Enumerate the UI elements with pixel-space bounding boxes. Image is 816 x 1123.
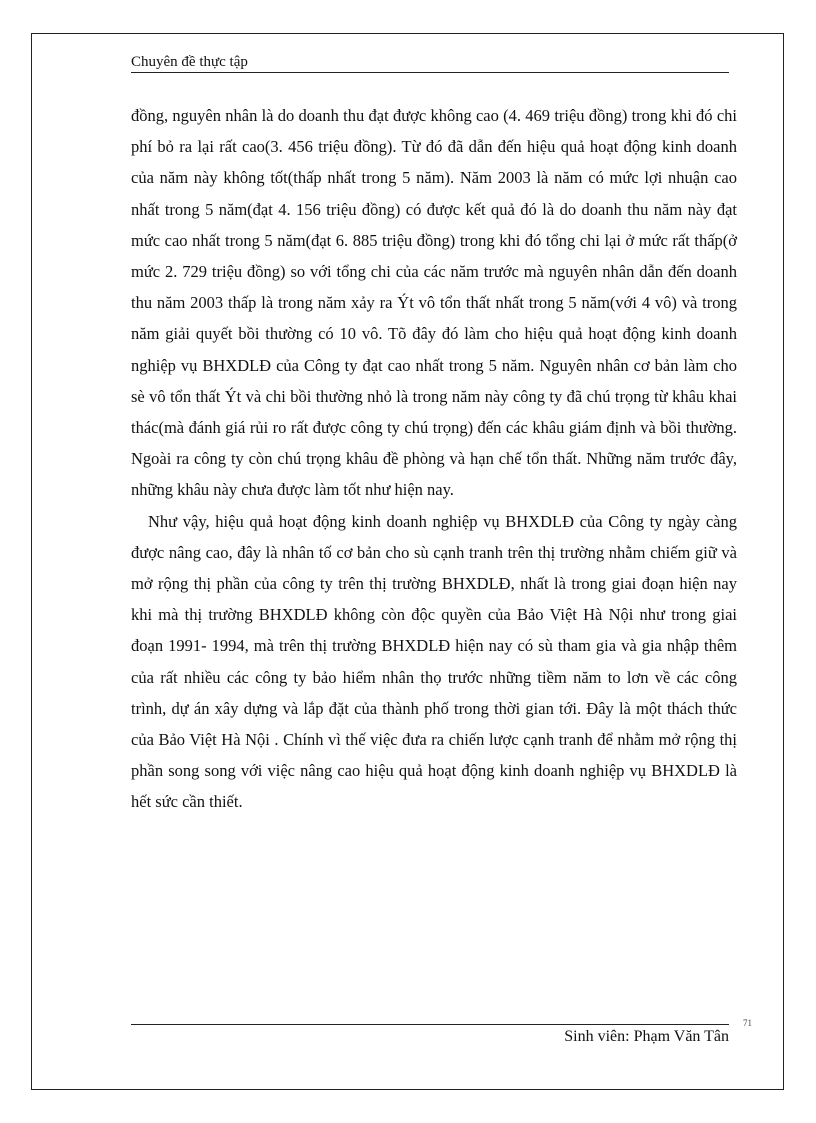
page-number: 71 bbox=[743, 1018, 752, 1028]
footer-student-name: Sinh viên: Phạm Văn Tân bbox=[564, 1028, 729, 1045]
paragraph-1: đồng, nguyên nhân là do doanh thu đạt được không cao (4. 469 triệu đồng) trong khi đó chi phí bỏ ra lại rất cao(3. 456 triệu đồng). Từ đó đã dẫn đến hiệu quả hoạt động kinh doanh của năm này không tốt(thấp nhất trong 5 năm). Năm 2003 là năm có mức lợi nhuận cao nhất trong 5 năm(đạt 4. 156 triệu đồng) có được kết quả đó là do doanh thu năm này đạt mức cao nhất trong 5 năm(đạt 6. 885 triệu đồng) trong khi đó tổng chi lại ở mức rất thấp(ở mức 2. 729 triệu đồng) so với tổng chi của các năm trước mà nguyên nhân dẫn đến doanh thu năm 2003 thấp là trong năm xảy ra Ýt vô tổn thất nhất trong 5 năm(với 4 vô) và trong năm giải quyết bồi thường có 10 vô. Tõ đây đó làm cho hiệu quả hoạt động kinh doanh nghiệp vụ BHXDLĐ của Công ty đạt cao nhất trong 5 năm. Nguyên nhân cơ bản làm cho sè vô tổn thất Ýt và chi bồi thường nhỏ là trong năm này công ty đã chú trọng từ khâu khai thác(mà đánh giá rủi ro rất được công ty chú trọng) đến các khâu giám định và bồi thường. Ngoài ra công ty còn chú trọng khâu đề phòng và hạn chế tổn thất. Những năm trước đây, những khâu này chưa được làm tốt như hiện nay. bbox=[131, 106, 737, 500]
paragraph-2: Như vậy, hiệu quả hoạt động kinh doanh nghiệp vụ BHXDLĐ của Công ty ngày càng được nâng cao, đây là nhân tố cơ bản cho sù cạnh tranh trên thị trường nhằm chiếm giữ và mở rộng thị phần của công ty trên thị trường BHXDLĐ, nhất là trong giai đoạn hiện nay khi mà thị trường BHXDLĐ không còn độc quyền của Bảo Việt Hà Nội như trong giai đoạn 1991- 1994, mà trên thị trường BHXDLĐ hiện nay có sù tham gia và gia nhập thêm của rất nhiều các công ty bảo hiểm nhân thọ trước những tiềm năm to lơn về các công trình, dự án xây dựng và lắp đặt của thành phố trong thời gian tới. Đây là một thách thức của Bảo Việt Hà Nội . Chính vì thế việc đưa ra chiến lược cạnh tranh để nhằm mở rộng thị phần song song với việc nâng cao hiệu quả hoạt động kinh doanh nghiệp vụ BHXDLĐ là hết sức cần thiết. bbox=[131, 511, 737, 812]
header-rule bbox=[131, 72, 729, 73]
page-header-title: Chuyên đề thực tập bbox=[131, 54, 248, 70]
body-text bbox=[131, 100, 737, 818]
footer-rule bbox=[131, 1024, 729, 1025]
